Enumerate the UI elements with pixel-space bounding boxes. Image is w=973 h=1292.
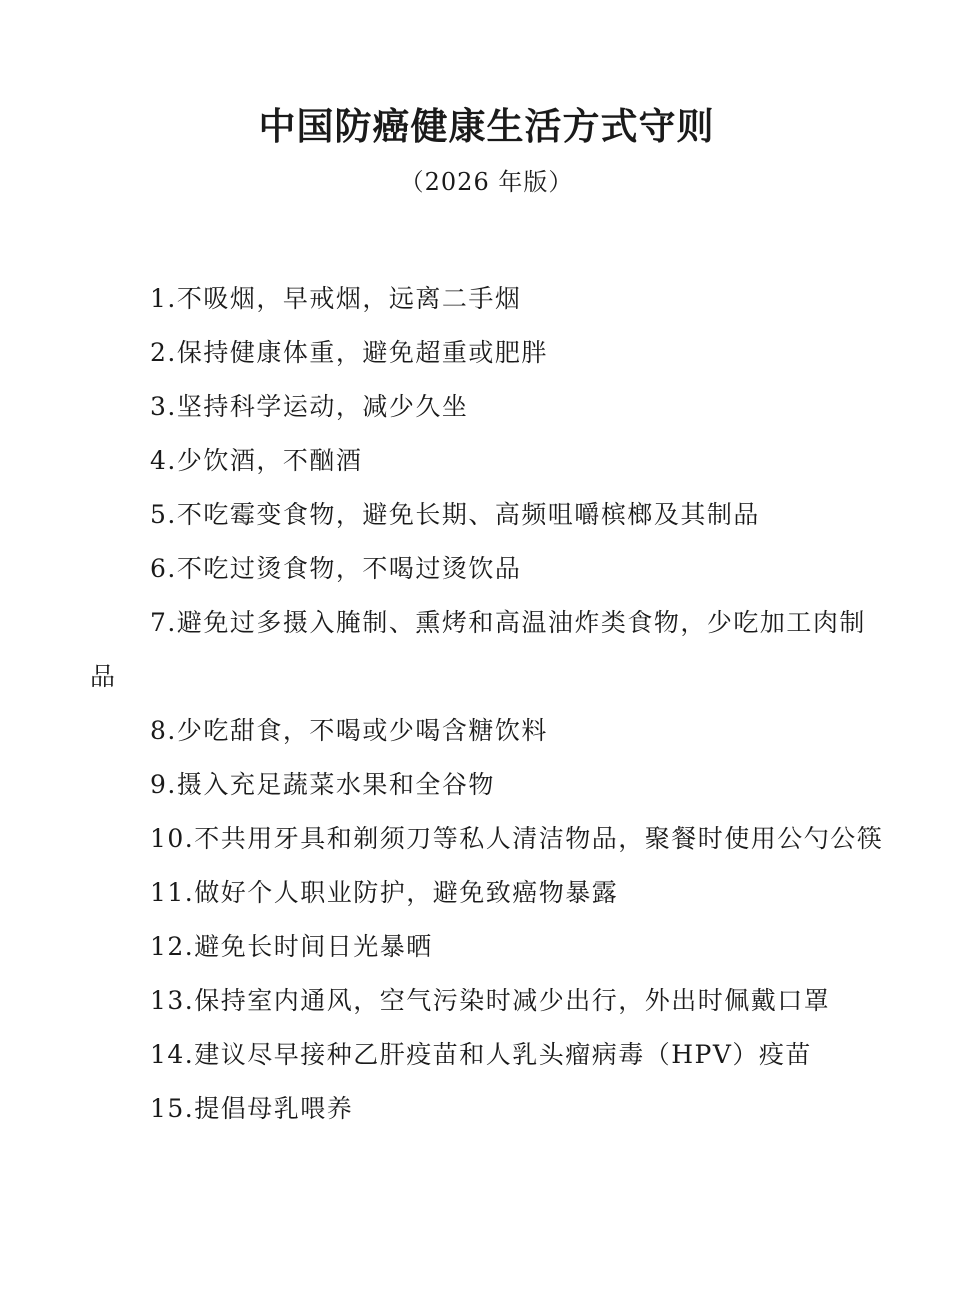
rule-item-5: 5.不吃霉变食物，避免长期、高频咀嚼槟榔及其制品 [150,500,760,529]
rule-item-3: 3.坚持科学运动，减少久坐 [150,392,469,421]
rule-item-1: 1.不吸烟，早戒烟，远离二手烟 [150,284,522,313]
document-edition: （2026 年版） [399,168,574,196]
document-title: 中国防癌健康生活方式守则 [258,104,715,148]
rule-item-14: 14.建议尽早接种乙肝疫苗和人乳头瘤病毒（HPV）疫苗 [150,1040,812,1069]
rule-item-13: 13.保持室内通风，空气污染时减少出行，外出时佩戴口罩 [150,986,831,1015]
rule-item-4: 4.少饮酒，不酗酒 [150,446,363,475]
rule-item-2: 2.保持健康体重，避免超重或肥胖 [150,338,548,367]
rule-item-15: 15.提倡母乳喂养 [150,1094,354,1123]
rule-item-11: 11.做好个人职业防护，避免致癌物暴露 [150,878,619,907]
rule-item-9: 9.摄入充足蔬菜水果和全谷物 [150,770,495,799]
rule-item-12: 12.避免长时间日光暴晒 [150,932,433,961]
rule-item-8: 8.少吃甜食，不喝或少喝含糖饮料 [150,716,548,745]
rule-item-6: 6.不吃过烫食物，不喝过烫饮品 [150,554,522,583]
rules-list [90,272,890,1136]
rule-item-7: 7.避免过多摄入腌制、熏烤和高温油炸类食物，少吃加工肉制品 [90,608,866,691]
rule-item-10: 10.不共用牙具和剃须刀等私人清洁物品，聚餐时使用公勺公筷 [150,824,884,853]
